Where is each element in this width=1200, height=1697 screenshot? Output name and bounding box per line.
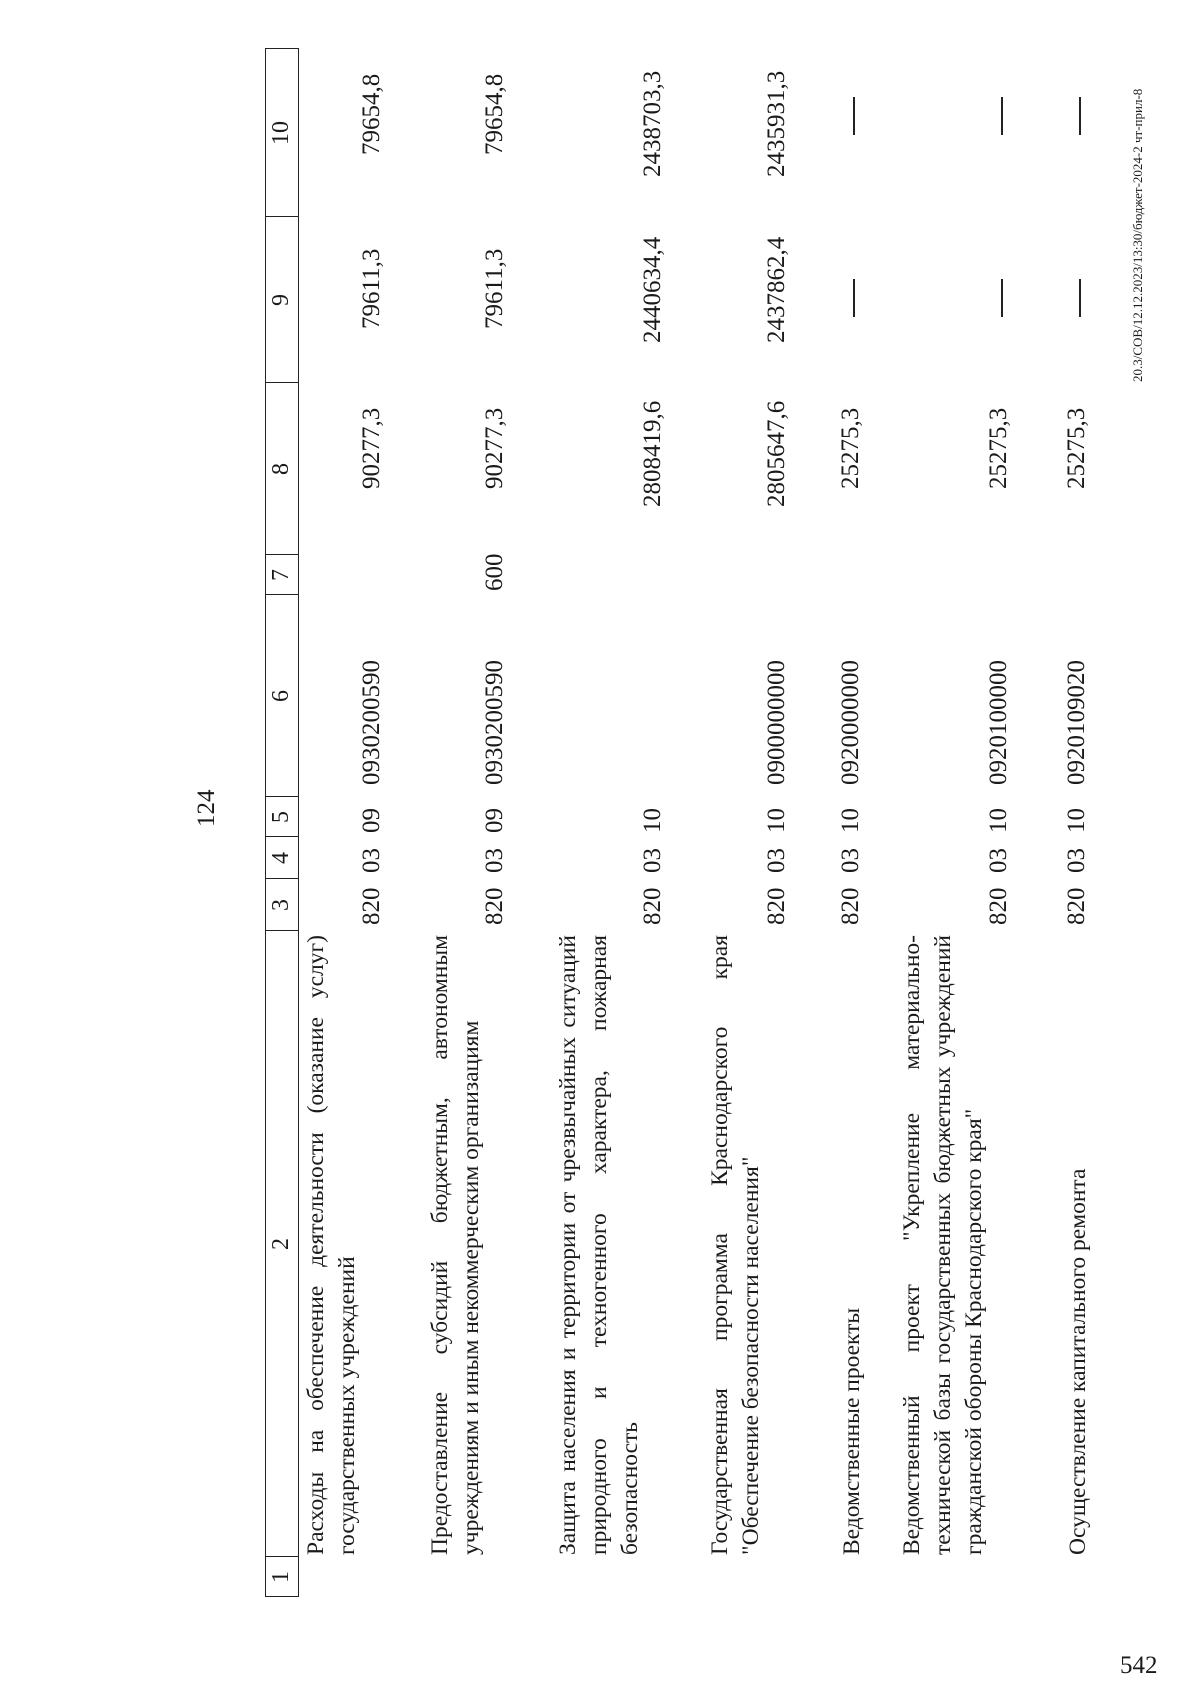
row-4-col-6: 0900000000 <box>763 660 790 785</box>
row-2-col-9: 79611,3 <box>481 248 508 329</box>
row-4-col-10: 2435931,3 <box>763 70 790 177</box>
row-2-col-6: 0930200590 <box>481 660 508 785</box>
row-3-col-9: 2440634,4 <box>639 236 666 343</box>
row-1-col-3: 820 <box>358 887 385 925</box>
row-5-col-6: 0920000000 <box>837 660 864 785</box>
header-col-8: 8 <box>268 463 294 475</box>
row-3-col-4: 03 <box>639 848 666 873</box>
row-6-col-6: 0920100000 <box>985 660 1012 785</box>
rotated-page <box>175 20 1200 1597</box>
row-7-col-6: 0920109020 <box>1063 660 1090 785</box>
row-1-col-9: 79611,3 <box>358 248 385 329</box>
row-1-col-5: 09 <box>358 808 385 833</box>
row-4-description: Государственная программа Краснодарского края "Обеспечение безопасности населения" <box>707 935 764 1555</box>
row-4-col-3: 820 <box>763 887 790 925</box>
row-7-col-5: 10 <box>1063 808 1090 833</box>
page-number: 124 <box>193 789 220 827</box>
row-7-col-4: 03 <box>1063 848 1090 873</box>
header-col-3: 3 <box>268 899 294 911</box>
row-1-description: Расходы на обеспечение деятельности (оказание услуг) государственных учреждений <box>303 935 360 1555</box>
row-2-col-8: 90277,3 <box>481 407 508 489</box>
header-col-4: 4 <box>268 852 294 864</box>
row-4-col-8: 2805647,6 <box>763 400 790 507</box>
header-col-1: 1 <box>268 1571 294 1583</box>
row-2-col-4: 03 <box>481 848 508 873</box>
header-bottom-border <box>298 49 299 1597</box>
row-3-col-5: 10 <box>639 808 666 833</box>
row-3-description: Защита населения и территории от чрезвычайных ситуаций природного и техногенного характера, пожарная безопасность <box>555 935 643 1555</box>
row-4-col-4: 03 <box>763 848 790 873</box>
row-6-col-5: 10 <box>985 808 1012 833</box>
row-5-col-8: 25275,3 <box>837 407 864 489</box>
row-5-description: Ведомственные проекты <box>839 1307 865 1555</box>
row-2-col-5: 09 <box>481 808 508 833</box>
row-1-col-8: 90277,3 <box>358 407 385 489</box>
row-7-col-8: 25275,3 <box>1063 407 1090 489</box>
row-2-description: Предоставление субсидий бюджетным, автономным учреждениям и иным некоммерческим организациям <box>427 935 484 1555</box>
sheet-number: 542 <box>1120 1652 1158 1679</box>
row-1-col-4: 03 <box>358 848 385 873</box>
row-6-col-9 <box>1001 279 1003 317</box>
header-col-5: 5 <box>268 811 294 823</box>
row-5-col-3: 820 <box>837 887 864 925</box>
row-5-col-9 <box>853 279 855 317</box>
row-7-col-9 <box>1079 279 1081 317</box>
row-6-col-4: 03 <box>985 848 1012 873</box>
row-5-col-5: 10 <box>837 808 864 833</box>
header-col-9: 9 <box>268 294 294 306</box>
row-2-col-3: 820 <box>481 887 508 925</box>
row-5-col-4: 03 <box>837 848 864 873</box>
row-3-col-10: 2438703,3 <box>639 70 666 177</box>
header-col-6: 6 <box>268 690 294 702</box>
row-7-col-10 <box>1079 97 1081 135</box>
row-6-col-3: 820 <box>985 887 1012 925</box>
row-4-col-5: 10 <box>763 808 790 833</box>
row-1-col-6: 0930200590 <box>358 660 385 785</box>
header-col-10: 10 <box>268 121 294 145</box>
row-6-col-8: 25275,3 <box>985 407 1012 489</box>
row-6-col-10 <box>1001 97 1003 135</box>
header-col-7: 7 <box>268 569 294 581</box>
row-2-col-10: 79654,8 <box>481 73 508 155</box>
row-4-col-9: 2437862,4 <box>763 236 790 343</box>
row-3-col-8: 2808419,6 <box>639 400 666 507</box>
row-3-col-3: 820 <box>639 887 666 925</box>
row-1-col-10: 79654,8 <box>358 73 385 155</box>
row-5-col-10 <box>853 97 855 135</box>
row-2-col-7: 600 <box>481 553 508 591</box>
footer-stamp: 20.3/СОВ/12.12.2023/13:30/бюджет-2024-2 чт-прил-8 <box>1130 88 1145 382</box>
row-7-col-3: 820 <box>1063 887 1090 925</box>
header-col-2: 2 <box>268 1238 294 1250</box>
row-6-description: Ведомственный проект "Укрепление материально-технической базы государственных бюджетных учреждений гражданской обороны Краснодарского края" <box>899 935 987 1555</box>
row-7-description: Осуществление капитального ремонта <box>1065 1168 1091 1555</box>
header-top-border <box>265 49 266 1597</box>
